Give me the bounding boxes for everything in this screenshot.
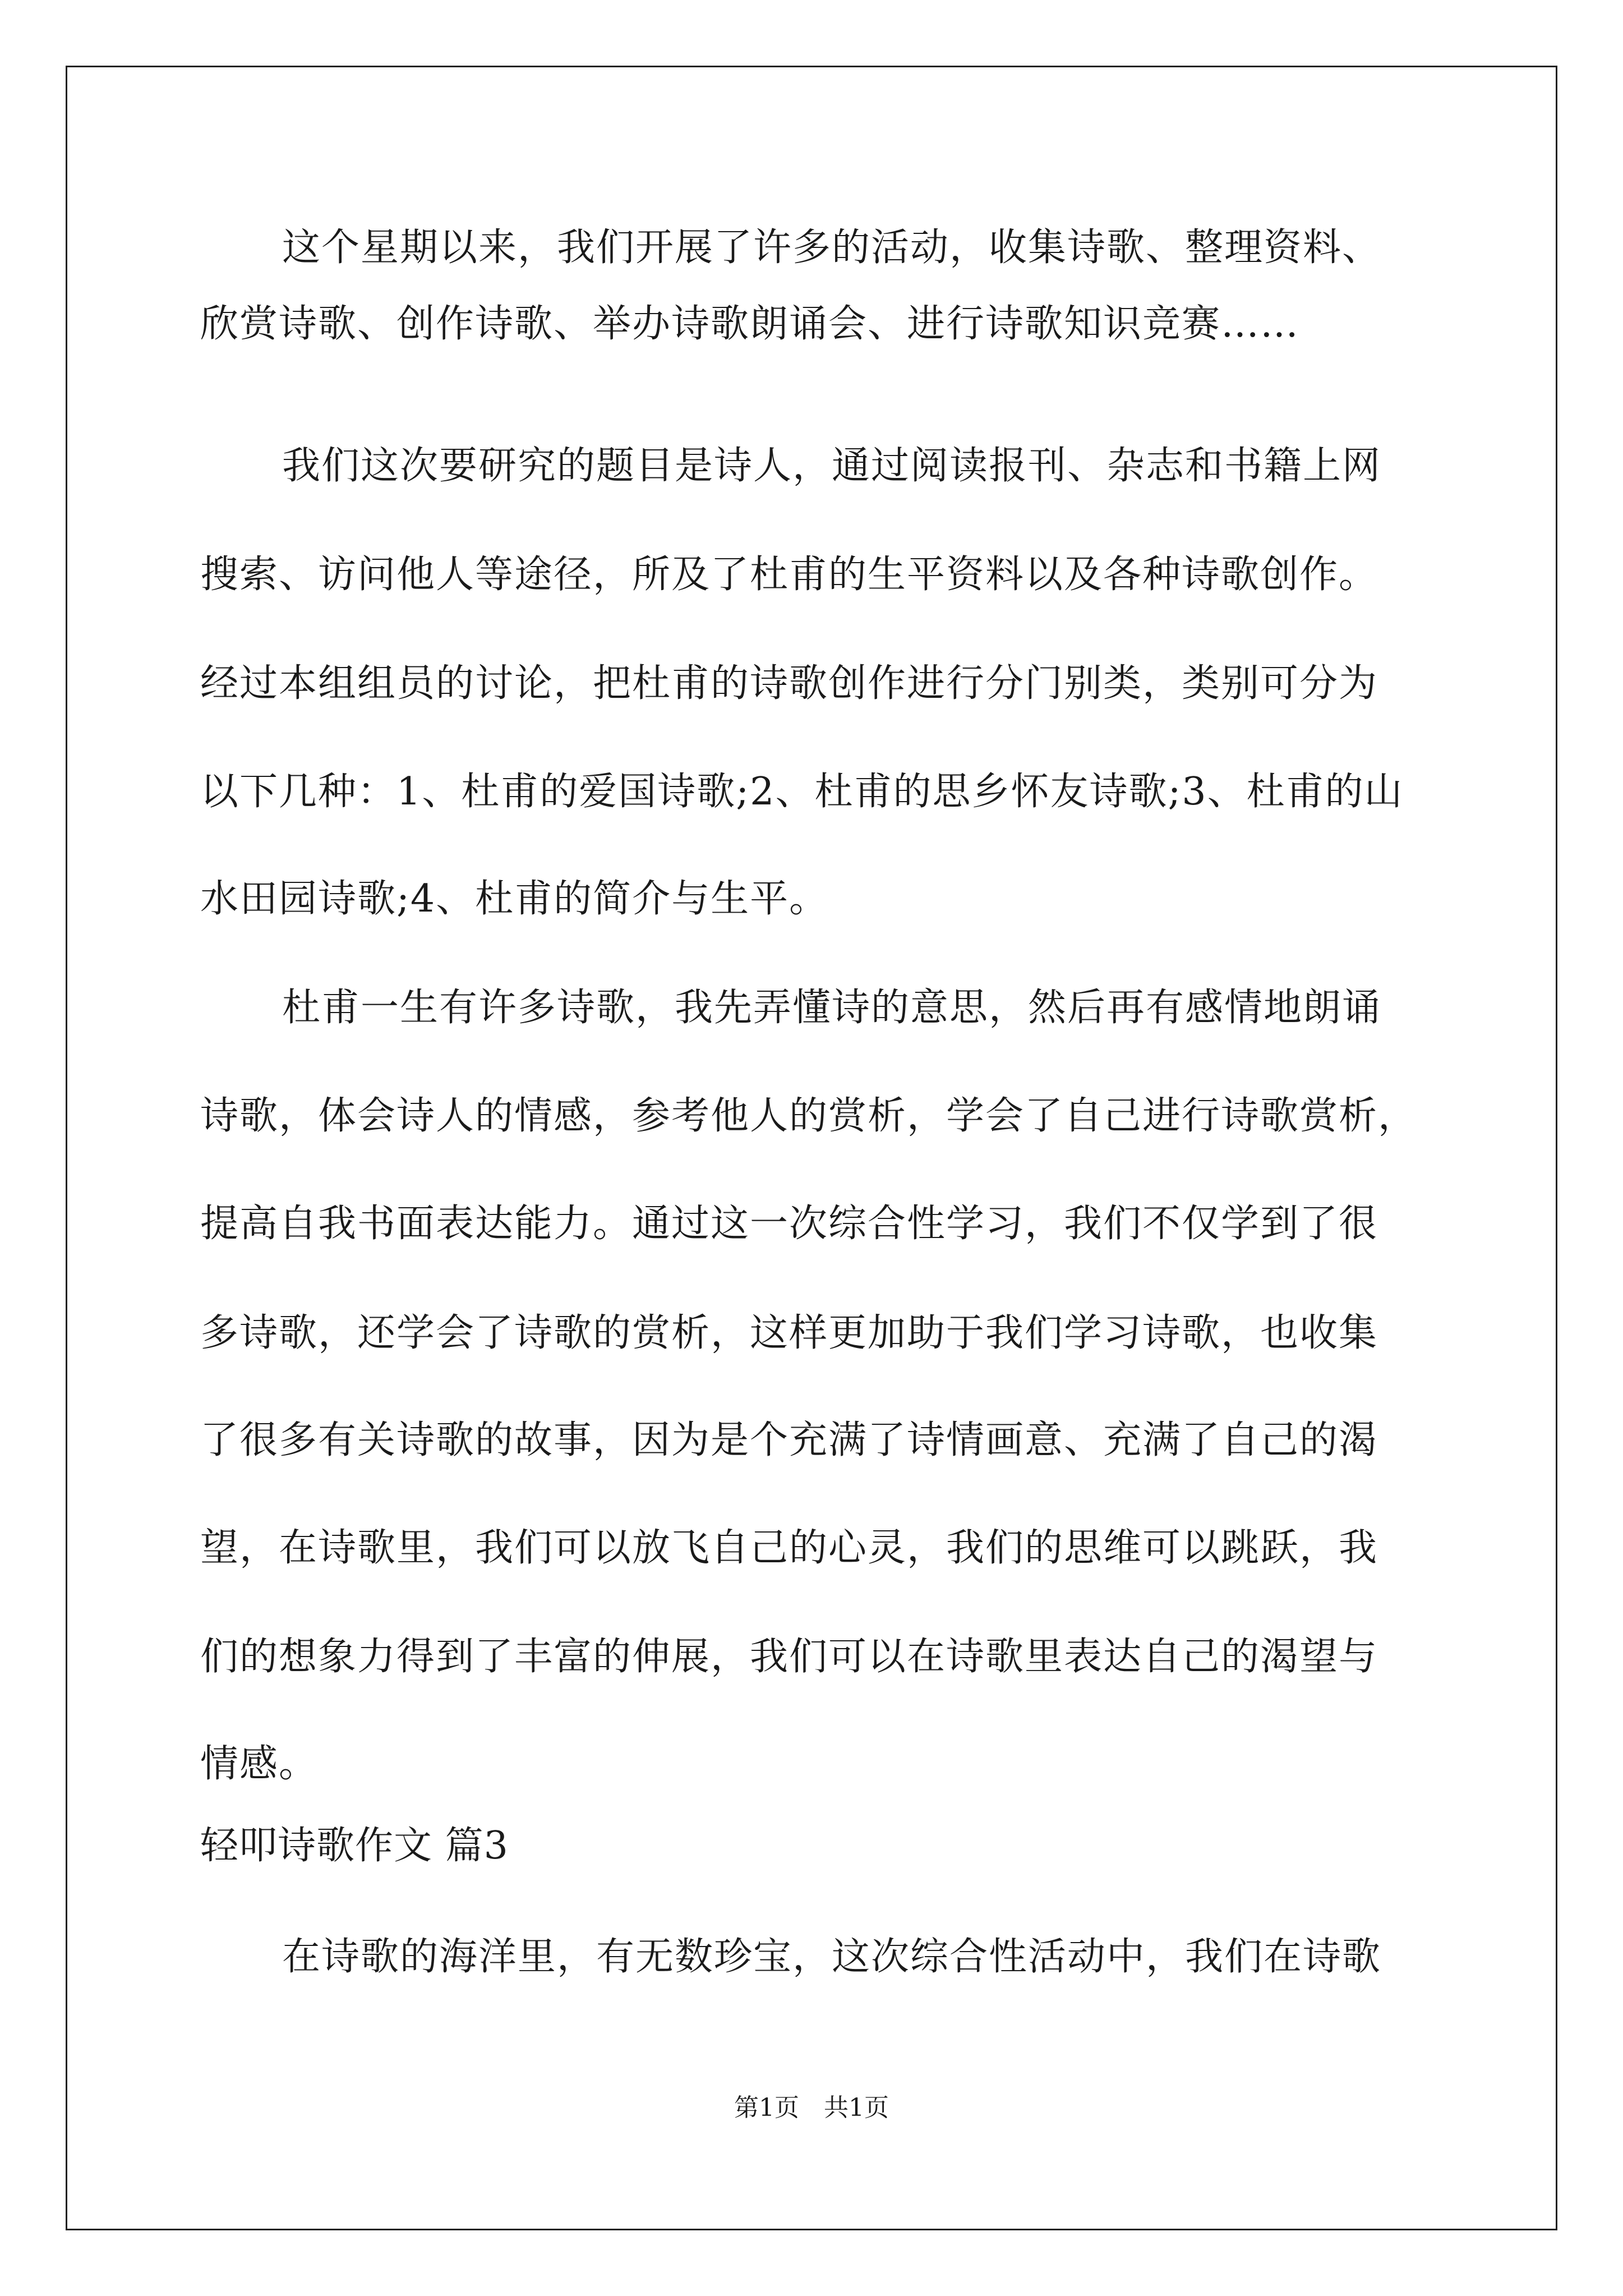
paragraph-3-line-3: 提高自我书面表达能力。通过这一次综合性学习，我们不仅学到了很 (200, 1202, 1378, 1246)
paragraph-3-line-7: 们的想象力得到了丰富的伸展，我们可以在诗歌里表达自己的渴望与 (200, 1635, 1378, 1679)
paragraph-1-line-1: 这个星期以来，我们开展了许多的活动，收集诗歌、整理资料、 (282, 226, 1382, 270)
section-heading: 轻叩诗歌作文 篇3 (200, 1824, 509, 1868)
paragraph-2-line-3: 经过本组组员的讨论，把杜甫的诗歌创作进行分门别类，类别可分为 (200, 661, 1378, 706)
paragraph-2-line-1: 我们这次要研究的题目是诗人，通过阅读报刊、杂志和书籍上网 (282, 444, 1382, 488)
paragraph-4-line-1: 在诗歌的海洋里，有无数珍宝，这次综合性活动中，我们在诗歌 (282, 1935, 1382, 1979)
paragraph-2-line-2: 搜索、访问他人等途径，所及了杜甫的生平资料以及各种诗歌创作。 (200, 553, 1378, 597)
page-footer (0, 2093, 1623, 2122)
paragraph-3-line-5: 了很多有关诗歌的故事，因为是个充满了诗情画意、充满了自己的渴 (200, 1418, 1378, 1462)
page-number-current: 第1页 (734, 2093, 799, 2122)
paragraph-3-line-6: 望，在诗歌里，我们可以放飞自己的心灵，我们的思维可以跳跃，我 (200, 1526, 1378, 1570)
paragraph-2-line-4: 以下几种：1、杜甫的爱国诗歌;2、杜甫的思乡怀友诗歌;3、杜甫的山 (200, 770, 1404, 814)
paragraph-2-line-5: 水田园诗歌;4、杜甫的简介与生平。 (200, 877, 829, 921)
page-frame (66, 66, 1557, 2230)
page-number-total: 共1页 (824, 2093, 889, 2122)
paragraph-3-line-1: 杜甫一生有许多诗歌，我先弄懂诗的意思，然后再有感情地朗诵 (282, 986, 1382, 1030)
paragraph-1-line-2: 欣赏诗歌、创作诗歌、举办诗歌朗诵会、进行诗歌知识竞赛…… (200, 302, 1300, 346)
paragraph-3-line-2: 诗歌，体会诗人的情感，参考他人的赏析，学会了自己进行诗歌赏析， (200, 1094, 1418, 1138)
paragraph-3-line-4: 多诗歌，还学会了诗歌的赏析，这样更加助于我们学习诗歌，也收集 (200, 1311, 1378, 1355)
paragraph-3-line-8: 情感。 (200, 1742, 319, 1786)
